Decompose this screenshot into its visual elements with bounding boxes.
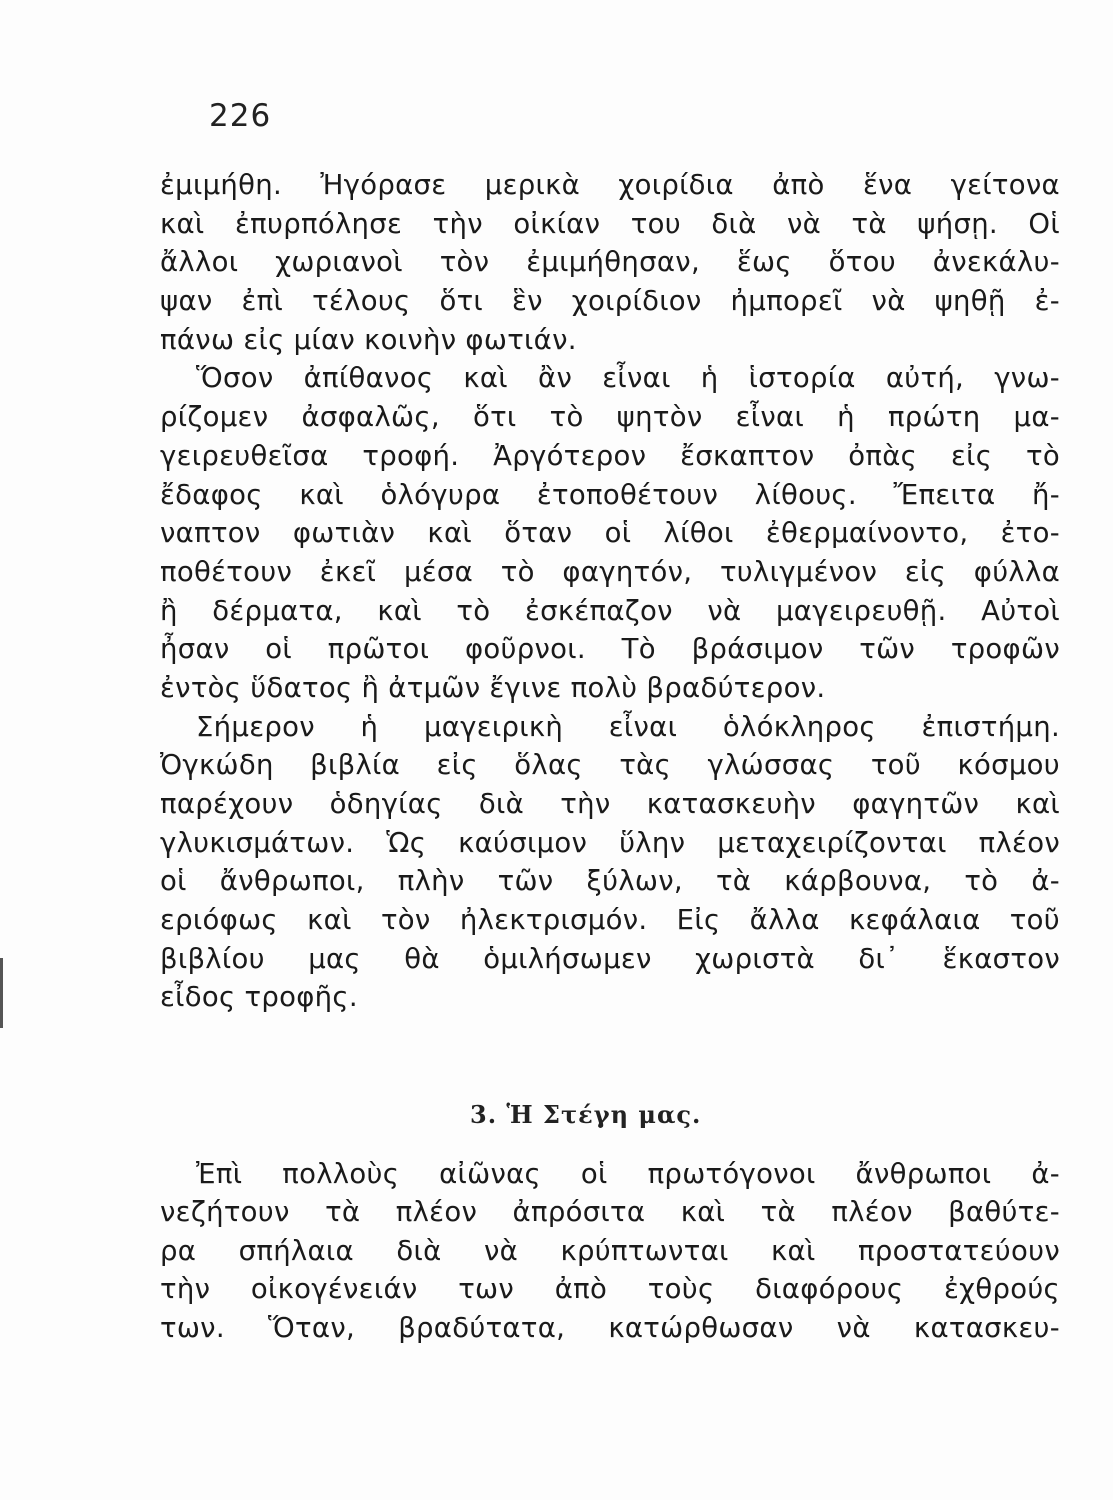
- paragraph: [160, 166, 1060, 359]
- text-line: ψαν ἐπὶ τέλους ὅτι ἓν χοιρίδιον ἠμπορεῖ νὰ ψηθῇ ἐ-: [160, 285, 1060, 318]
- text-line: ἦσαν οἱ πρῶτοι φοῦρνοι. Τὸ βράσιμον τῶν τροφῶν: [160, 633, 1060, 666]
- text-line: βιβλίου μας θὰ ὁμιλήσωμεν χωριστὰ δι᾽ ἕκαστον: [160, 942, 1060, 975]
- text-line: ἄλλοι χωριανοὶ τὸν ἐμιμήθησαν, ἕως ὅτου ἀνεκάλυ-: [160, 246, 1060, 279]
- paragraph: [160, 359, 1060, 707]
- text-line: παρέχουν ὁδηγίας διὰ τὴν κατασκευὴν φαγητῶν καὶ: [160, 788, 1060, 820]
- text-line: καὶ ἐπυρπόλησε τὴν οἰκίαν του διὰ νὰ τὰ ψήσῃ. Οἱ: [160, 207, 1060, 240]
- page-edge-mark: [0, 958, 3, 1028]
- page-number: 226: [209, 98, 272, 134]
- text-line: Ὀγκώδη βιβλία εἰς ὅλας τὰς γλώσσας τοῦ κόσμου: [160, 749, 1060, 782]
- section-text: [160, 1155, 1060, 1347]
- paragraph: [160, 708, 1060, 1018]
- text-line: εριόφως καὶ τὸν ἠλεκτρισμόν. Εἰς ἄλλα κεφάλαια τοῦ: [160, 904, 1060, 937]
- text-line: Σήμερον ἡ μαγειρικὴ εἶναι ὁλόκληρος ἐπιστήμη.: [196, 710, 1060, 743]
- text-line: ἢ δέρματα, καὶ τὸ ἐσκέπαζον νὰ μαγειρευθῇ. Αὐτοὶ: [160, 594, 1060, 627]
- text-line: εἶδος τροφῆς.: [160, 981, 358, 1014]
- text-line: ἐντὸς ὕδατος ἢ ἀτμῶν ἔγινε πολὺ βραδύτερον.: [160, 671, 826, 704]
- text-line: ναπτον φωτιὰν καὶ ὅταν οἱ λίθοι ἐθερμαίνοντο, ἐτο-: [160, 517, 1060, 550]
- body-text: [160, 166, 1060, 1017]
- text-line: ἔδαφος καὶ ὁλόγυρα ἐτοποθέτουν λίθους. Ἔπειτα ἤ-: [160, 478, 1060, 511]
- text-line: γειρευθεῖσα τροφή. Ἀργότερον ἔσκαπτον ὀπὰς εἰς τὸ: [160, 439, 1060, 472]
- text-line: γλυκισμάτων. Ὡς καύσιμον ὕλην μεταχειρίζονται πλέον: [160, 826, 1060, 859]
- text-line: ρίζομεν ἀσφαλῶς, ὅτι τὸ ψητὸν εἶναι ἡ πρώτη μα-: [160, 401, 1060, 434]
- text-line: ποθέτουν ἐκεῖ μέσα τὸ φαγητόν, τυλιγμένον εἰς φύλλα: [160, 555, 1060, 588]
- text-line: των. Ὅταν, βραδύτατα, κατώρθωσαν νὰ κατασκευ-: [160, 1311, 1060, 1344]
- section-heading: 3. Ἡ Στέγη μας.: [470, 1100, 702, 1129]
- text-line: νεζήτουν τὰ πλέον ἀπρόσιτα καὶ τὰ πλέον βαθύτε-: [160, 1196, 1060, 1229]
- text-line: οἱ ἄνθρωποι, πλὴν τῶν ξύλων, τὰ κάρβουνα, τὸ ἀ-: [160, 865, 1060, 898]
- text-line: Ἐπὶ πολλοὺς αἰῶνας οἱ πρωτόγονοι ἄνθρωποι ἀ-: [196, 1158, 1060, 1190]
- text-line: Ὅσον ἀπίθανος καὶ ἂν εἶναι ἡ ἱστορία αὐτή, γνω-: [196, 362, 1060, 395]
- text-line: πάνω εἰς μίαν κοινὴν φωτιάν.: [160, 323, 577, 356]
- text-line: τὴν οἰκογένειάν των ἀπὸ τοὺς διαφόρους ἐχθρούς: [160, 1273, 1060, 1306]
- text-line: ρα σπήλαια διὰ νὰ κρύπτωνται καὶ προστατεύουν: [160, 1234, 1060, 1267]
- text-line: ἐμιμήθη. Ἠγόρασε μερικὰ χοιρίδια ἀπὸ ἕνα γείτονα: [160, 169, 1060, 201]
